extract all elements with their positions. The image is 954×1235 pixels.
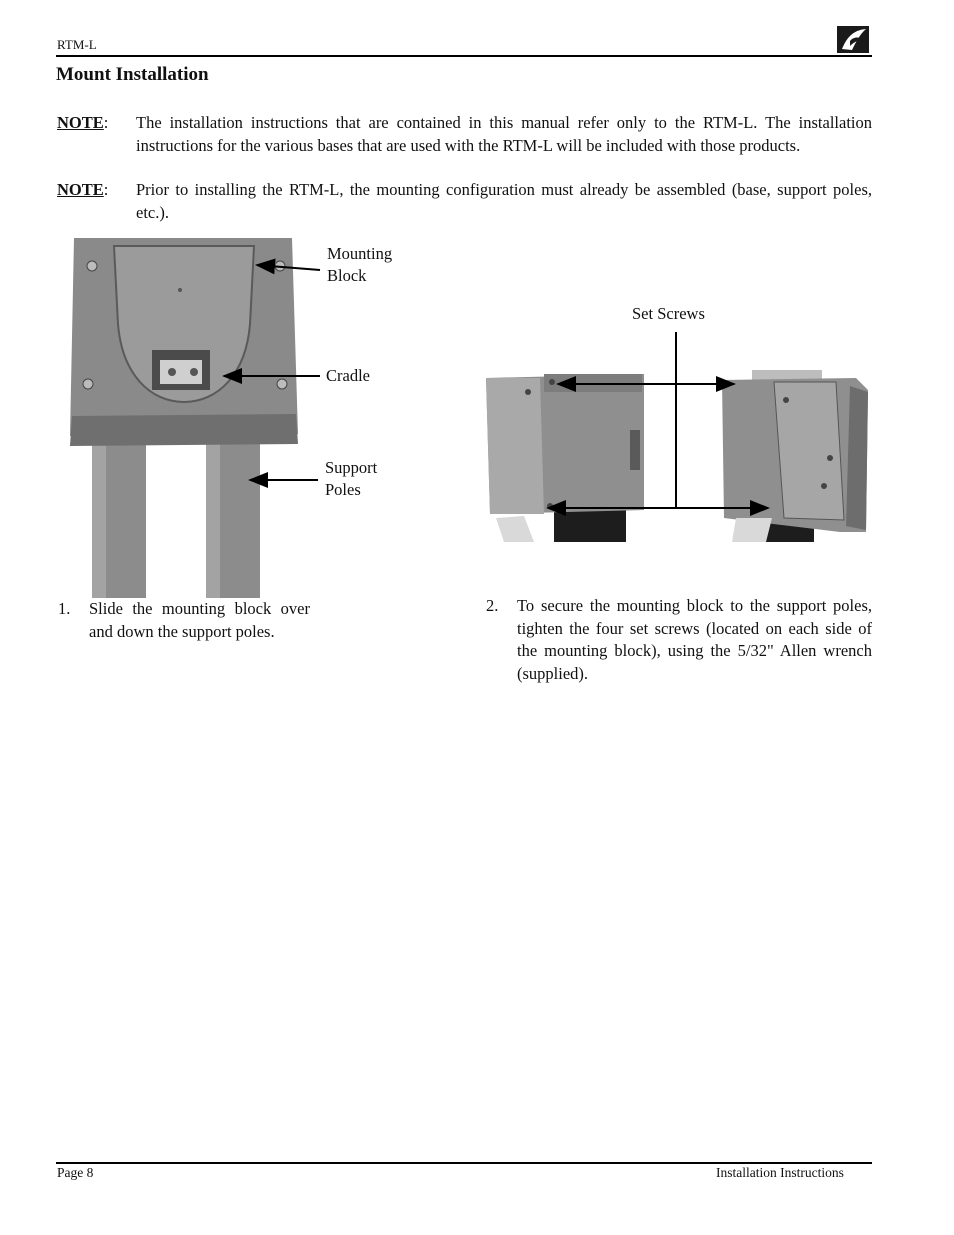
note-text: Prior to installing the RTM-L, the mounting configuration must already be assembled (base, support poles, etc.). (136, 180, 872, 222)
section-title: Mount Installation (56, 64, 209, 85)
step-2 (486, 595, 872, 685)
footer-rule (56, 1162, 872, 1164)
callout-cradle: Cradle (326, 366, 370, 385)
set-screws-photo (484, 370, 872, 542)
step-number: 1. (58, 599, 71, 618)
callout-set-screws: Set Screws (632, 304, 705, 323)
page-number: Page 8 (57, 1165, 94, 1180)
step-1 (58, 598, 310, 643)
document-code: RTM-L (57, 37, 97, 52)
step-number: 2. (486, 596, 499, 615)
footer-doc-type: Installation Instructions (716, 1165, 844, 1180)
note-text: The installation instructions that are contained in this manual refer only to the RTM-L. The installation instructions for the various bases that are used with the RTM-L will be included with those products. (136, 113, 872, 155)
step-text: To secure the mounting block to the support poles, tighten the four set screws (located on each side of the mounting block), using the 5/32" Allen wrench (supplied). (517, 596, 872, 683)
company-logo (836, 24, 870, 54)
note-label: NOTE: (57, 113, 109, 132)
note-1 (56, 112, 872, 157)
header-rule (56, 55, 872, 57)
step-text: Slide the mounting block over and down the support poles. (89, 599, 310, 641)
note-2 (56, 179, 872, 224)
callout-support-poles: Support Poles (325, 458, 378, 499)
callout-mounting-block: Mounting Block (327, 244, 393, 285)
mounting-block-photo (68, 234, 300, 598)
note-label: NOTE: (57, 180, 109, 199)
